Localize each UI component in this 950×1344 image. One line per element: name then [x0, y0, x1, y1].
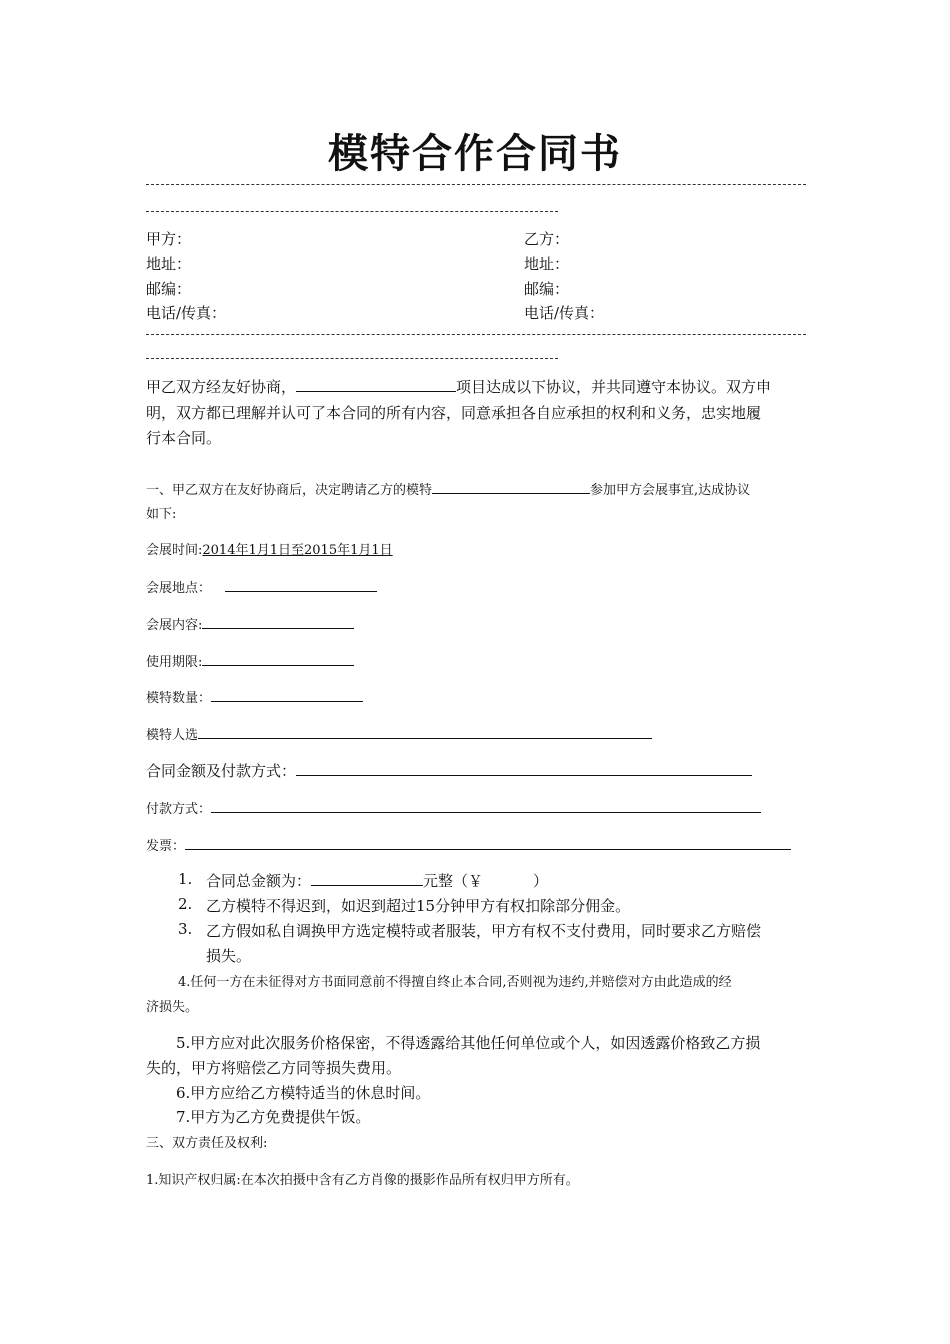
field-label: 模特数量： [146, 691, 212, 706]
field-label: 会展时间: [146, 543, 203, 558]
phone-b-label: 电话/传真： [524, 304, 605, 322]
item-3-line2: 损失。 [206, 947, 252, 965]
payment-blank[interactable] [211, 797, 761, 813]
model-count [146, 686, 363, 706]
field-label: 合同金额及付款方式： [146, 762, 297, 780]
address-b-label: 地址： [524, 255, 570, 273]
intro-paragraph-line2: 明，双方都已理解并认可了本合同的所有内容，同意承担各自应承担的权利和义务，忠实地履 [146, 404, 762, 422]
item-4-line2: 济损失。 [146, 1000, 199, 1015]
section3-heading: 三、双方责任及权利: [146, 1136, 268, 1151]
candidate-blank[interactable] [198, 723, 652, 739]
intro-paragraph-line1 [146, 376, 771, 397]
field-label: 模特人选 [146, 728, 199, 743]
section1-text: 一、甲乙双方在友好协商后，决定聘请乙方的模特 [146, 483, 433, 498]
place-blank[interactable] [225, 576, 377, 592]
item-number: 3. [178, 920, 193, 938]
model-blank[interactable] [432, 478, 590, 494]
document-title: 模特合作合同书 [328, 131, 622, 177]
field-label: 付款方式： [146, 802, 212, 817]
divider-line [146, 334, 806, 335]
address-a-label: 地址： [146, 255, 192, 273]
count-blank[interactable] [211, 686, 363, 702]
postcode-a-label: 邮编： [146, 280, 192, 298]
exhibition-time [146, 539, 393, 558]
field-label: 使用期限: [146, 655, 203, 670]
postcode-b-label: 邮编： [524, 280, 570, 298]
section1-text: 参加甲方会展事宜,达成协议 [590, 483, 751, 498]
item-1-text: 合同总金额为： [206, 872, 312, 890]
content-blank[interactable] [202, 613, 354, 629]
invoice-blank[interactable] [185, 834, 791, 850]
intro-text: 项目达成以下协议，并共同遵守本协议。双方申 [456, 378, 772, 396]
intro-text: 甲乙双方经友好协商， [146, 378, 297, 396]
exhibition-time-value: 2014年1月1日至2015年1月1日 [202, 543, 393, 558]
amount-blank[interactable] [296, 760, 752, 776]
item-6: 6.甲方应给乙方模特适当的休息时间。 [176, 1084, 431, 1102]
field-label: 会展内容: [146, 618, 203, 633]
item-2: 乙方模特不得迟到，如迟到超过15分钟甲方有权扣除部分佣金。 [206, 897, 631, 915]
item-1-text: ） [533, 872, 549, 890]
item-1 [206, 870, 548, 891]
item-7: 7.甲方为乙方免费提供午饭。 [176, 1108, 371, 1126]
invoice [146, 834, 791, 854]
total-amount-blank[interactable] [311, 870, 423, 886]
item-4-line1: 4.任何一方在未征得对方书面同意前不得擅自终止本合同,否则视为违约,并赔偿对方由此造成的经 [178, 975, 732, 990]
item-5-line1: 5.甲方应对此次服务价格保密，不得透露给其他任何单位或个人，如因透露价格致乙方损 [176, 1034, 761, 1052]
item-3-line1: 乙方假如私自调换甲方选定模特或者服装，甲方有权不支付费用，同时要求乙方赔偿 [206, 922, 762, 940]
section1-line1 [146, 478, 750, 498]
model-candidate [146, 723, 652, 743]
field-label: 会展地点： [146, 581, 212, 596]
party-b-label: 乙方： [524, 230, 570, 248]
party-a-label: 甲方： [146, 230, 192, 248]
item-1-text: 元整（￥ [423, 872, 484, 890]
phone-a-label: 电话/传真： [146, 304, 227, 322]
project-blank[interactable] [296, 376, 456, 392]
item-number: 2. [178, 895, 193, 913]
divider-line [146, 211, 558, 212]
period-blank[interactable] [202, 650, 354, 666]
intro-paragraph-line3: 行本合同。 [146, 429, 222, 447]
payment-method [146, 797, 761, 817]
item-5-line2: 失的，甲方将赔偿乙方同等损失费用。 [146, 1059, 402, 1077]
divider-line [146, 358, 558, 359]
item-number: 1. [178, 870, 193, 888]
exhibition-place [146, 576, 377, 596]
contract-amount [146, 760, 752, 781]
usage-period [146, 650, 354, 670]
section3-item1: 1.知识产权归属:在本次拍摄中含有乙方肖像的摄影作品所有权归甲方所有。 [146, 1173, 579, 1188]
field-label: 发票： [146, 839, 186, 854]
divider-line [146, 184, 806, 185]
exhibition-content [146, 613, 354, 633]
section1-line2: 如下: [146, 507, 177, 522]
